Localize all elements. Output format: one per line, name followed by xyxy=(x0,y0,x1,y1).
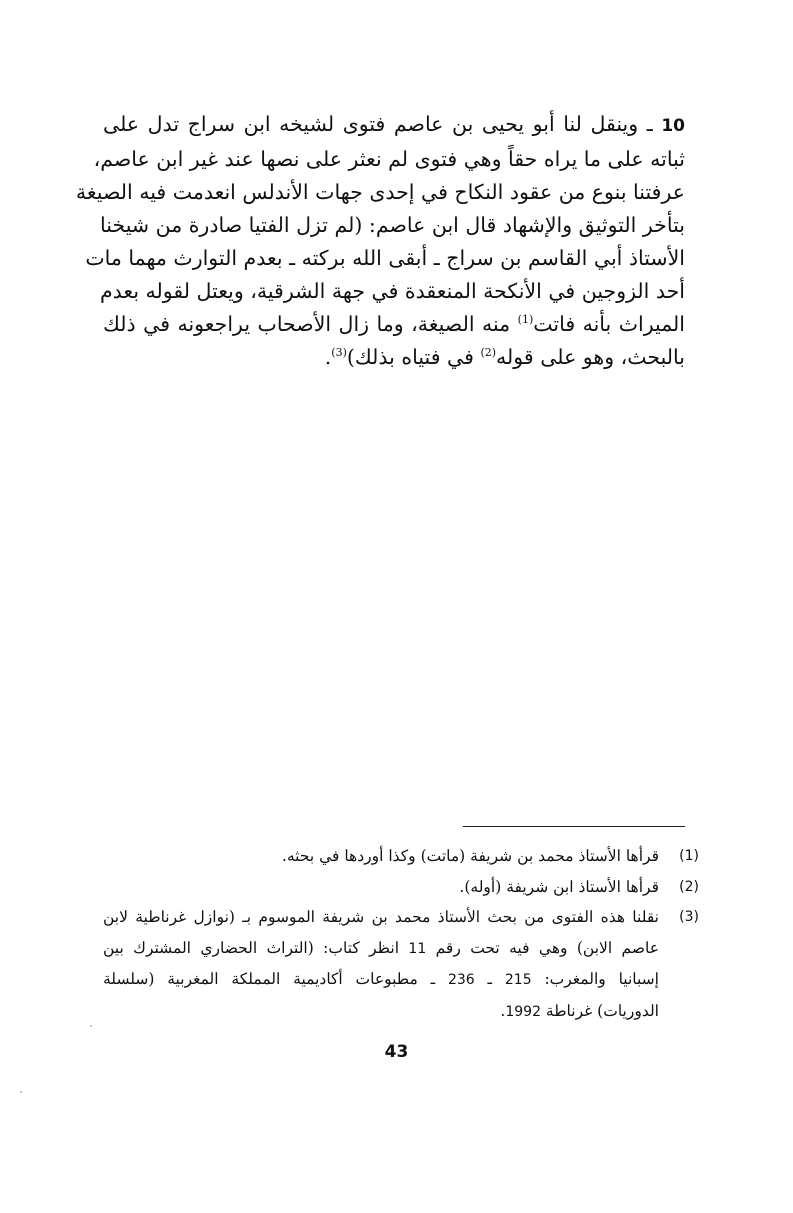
footnote-text: قرأها الأستاذ ابن شريفة (أوله). xyxy=(459,877,659,896)
footnote-number: (2) xyxy=(679,878,699,895)
footnote-2 xyxy=(103,872,699,903)
footnote-divider xyxy=(463,826,685,827)
main-paragraph xyxy=(75,108,685,374)
footnote-number: (3) xyxy=(679,909,699,925)
paragraph-line-1: 10 ـ وينقل لنا أبو يحيى بن عاصم فتوى لشيخه ابن سراج تدل على xyxy=(103,112,685,136)
paragraph-line-8: بالبحث، وهو على قوله$^{(2)}$ في فتياه بذلك)$^{(3)}$. xyxy=(324,345,685,369)
paragraph-line-5: الأستاذ أبي القاسم بن سراج ـ أبقى الله بركته ـ بعدم التوارث مهما مات xyxy=(85,246,685,270)
scan-speck xyxy=(20,1091,22,1093)
footnote-ref-1[interactable]: (1) xyxy=(517,313,534,327)
paragraph-line-6: أحد الزوجين في الأنكحة المنعقدة في جهة الشرقية، ويعتل لقوله بعدم xyxy=(99,279,685,303)
paragraph-line-3: عرفتنا بنوع من عقود النكاح في إحدى جهات الأندلس انعدمت فيه الصيغة xyxy=(75,180,685,204)
footnote-text-line-2: عاصم الابن) وهي فيه تحت رقم 11 انظر كتاب: (التراث الحضاري المشترك بين xyxy=(103,938,659,957)
paragraph-line-2: ثباته على ما يراه حقاً وهي فتوى لم نعثر على نصها عند غير ابن عاصم، xyxy=(93,147,685,171)
footnote-ref-3[interactable]: (3) xyxy=(331,346,347,360)
footnotes xyxy=(103,841,699,1027)
footnote-3 xyxy=(103,902,699,1027)
footnote-text-line-4: الدوريات) غرناطة 1992. xyxy=(500,1001,659,1020)
paragraph-number: 10 xyxy=(661,116,685,136)
page-number: 43 xyxy=(384,1042,409,1062)
paragraph-line-4: بتأخر التوثيق والإشهاد قال ابن عاصم: (لم تزل الفتيا صادرة من شيخنا xyxy=(100,213,685,237)
footnote-text-line-3: إسبانيا والمغرب: 215 ـ 236 ـ مطبوعات أكاديمية المملكة المغربية (سلسلة xyxy=(103,970,659,988)
paragraph-line-7: الميراث بأنه فاتت$^{(1)}$ منه الصيغة، وما زال الأصحاب يراجعونه في ذلك xyxy=(103,312,685,336)
scan-speck xyxy=(90,1025,92,1027)
footnote-text-line-1: نقلنا هذه الفتوى من بحث الأستاذ محمد بن شريفة الموسوم بـ (نوازل غرناطية لابن xyxy=(103,908,659,926)
footnote-1 xyxy=(103,841,699,872)
footnote-text: قرأها الأستاذ محمد بن شريفة (ماتت) وكذا أوردها في بحثه. xyxy=(281,847,659,865)
footnote-ref-2[interactable]: (2) xyxy=(480,346,497,360)
footnote-number: (1) xyxy=(679,848,699,864)
